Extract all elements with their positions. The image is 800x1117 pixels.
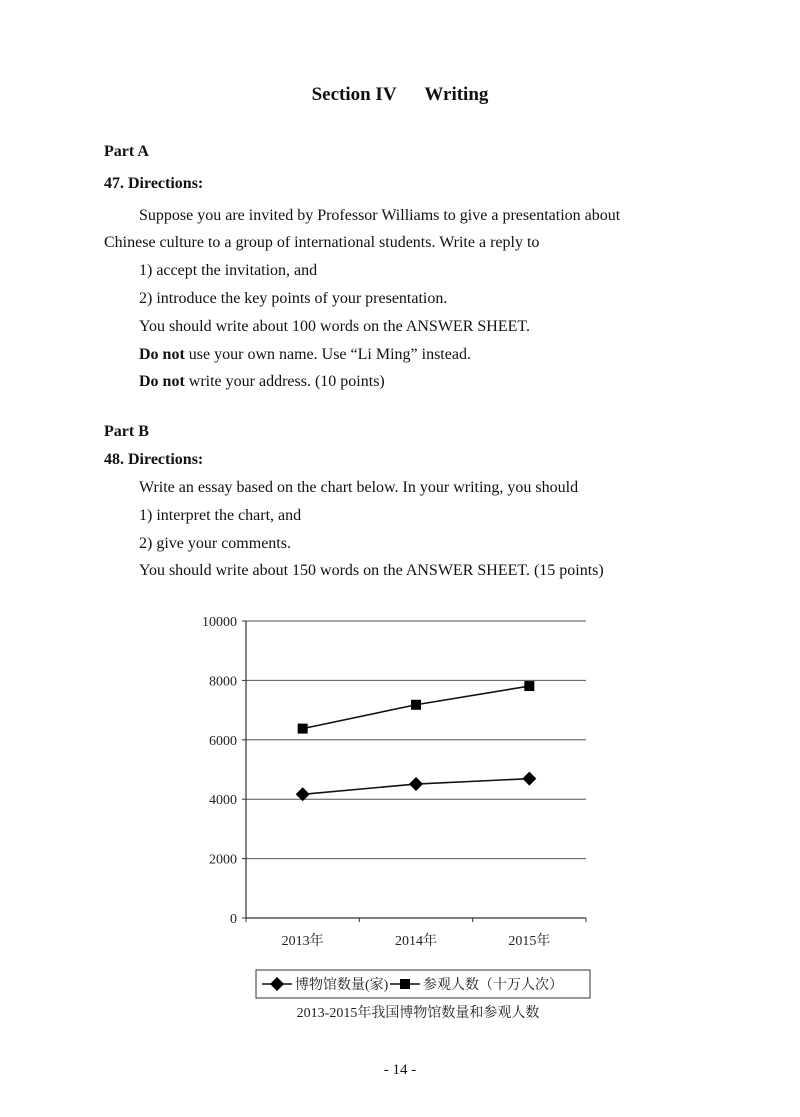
- q47-note2: [139, 372, 385, 392]
- museum-chart: [180, 600, 620, 1030]
- visitor-count-point: [524, 681, 534, 691]
- y-tick-label: 8000: [209, 674, 237, 690]
- q47-note1-text: use your own name. Use “Li Ming” instead.: [184, 346, 471, 363]
- legend-marker: [270, 977, 284, 991]
- q47-word-count: You should write about 100 words on the ANSWER SHEET.: [139, 318, 530, 335]
- q47-note1-bold: Do not: [139, 346, 185, 363]
- visitor-count-point: [411, 700, 421, 710]
- part-a-heading: Part A: [104, 143, 149, 160]
- y-tick-label: 6000: [209, 733, 237, 749]
- q47-note2-bold: Do not: [139, 373, 185, 390]
- question-47-heading: 47. Directions:: [104, 175, 204, 192]
- part-b-heading: Part B: [104, 423, 149, 440]
- q48-item1: 1) interpret the chart, and: [139, 507, 302, 524]
- q47-note2-text: write your address. (10 points): [184, 373, 385, 390]
- x-tick-label: 2015年: [508, 934, 551, 949]
- y-tick-label: 0: [230, 912, 237, 927]
- q48-word-count: You should write about 150 words on the ANSWER SHEET. (15 points): [139, 562, 604, 579]
- museum-count-point: [409, 777, 423, 791]
- legend-label: 参观人数（十万人次）: [423, 978, 563, 993]
- q47-paragraph-line1: Suppose you are invited by Professor Williams to give a presentation about: [139, 207, 621, 224]
- q47-note1: [139, 345, 471, 365]
- q48-line1: Write an essay based on the chart below. In your writing, you should: [139, 479, 579, 496]
- x-tick-label: 2014年: [395, 934, 437, 949]
- legend-label: 博物馆数量(家): [295, 978, 389, 993]
- question-48-heading: 48. Directions:: [104, 451, 204, 468]
- section-title: Section IV Writing: [311, 84, 489, 105]
- legend-marker: [400, 979, 410, 989]
- q47-paragraph-line2: Chinese culture to a group of international students. Write a reply to: [104, 234, 540, 251]
- y-tick-label: 4000: [209, 793, 237, 809]
- museum-count-point: [522, 772, 536, 786]
- q47-item1: 1) accept the invitation, and: [139, 262, 318, 279]
- page-number: - 14 -: [383, 1062, 417, 1078]
- q47-item2: 2) introduce the key points of your presentation.: [139, 290, 448, 307]
- visitor-count-point: [298, 724, 308, 734]
- chart-caption: 2013-2015年我国博物馆数量和参观人数: [296, 1006, 540, 1021]
- q48-item2: 2) give your comments.: [139, 535, 291, 552]
- x-tick-label: 2013年: [281, 934, 324, 949]
- y-tick-label: 10000: [202, 615, 237, 630]
- y-tick-label: 2000: [209, 852, 237, 868]
